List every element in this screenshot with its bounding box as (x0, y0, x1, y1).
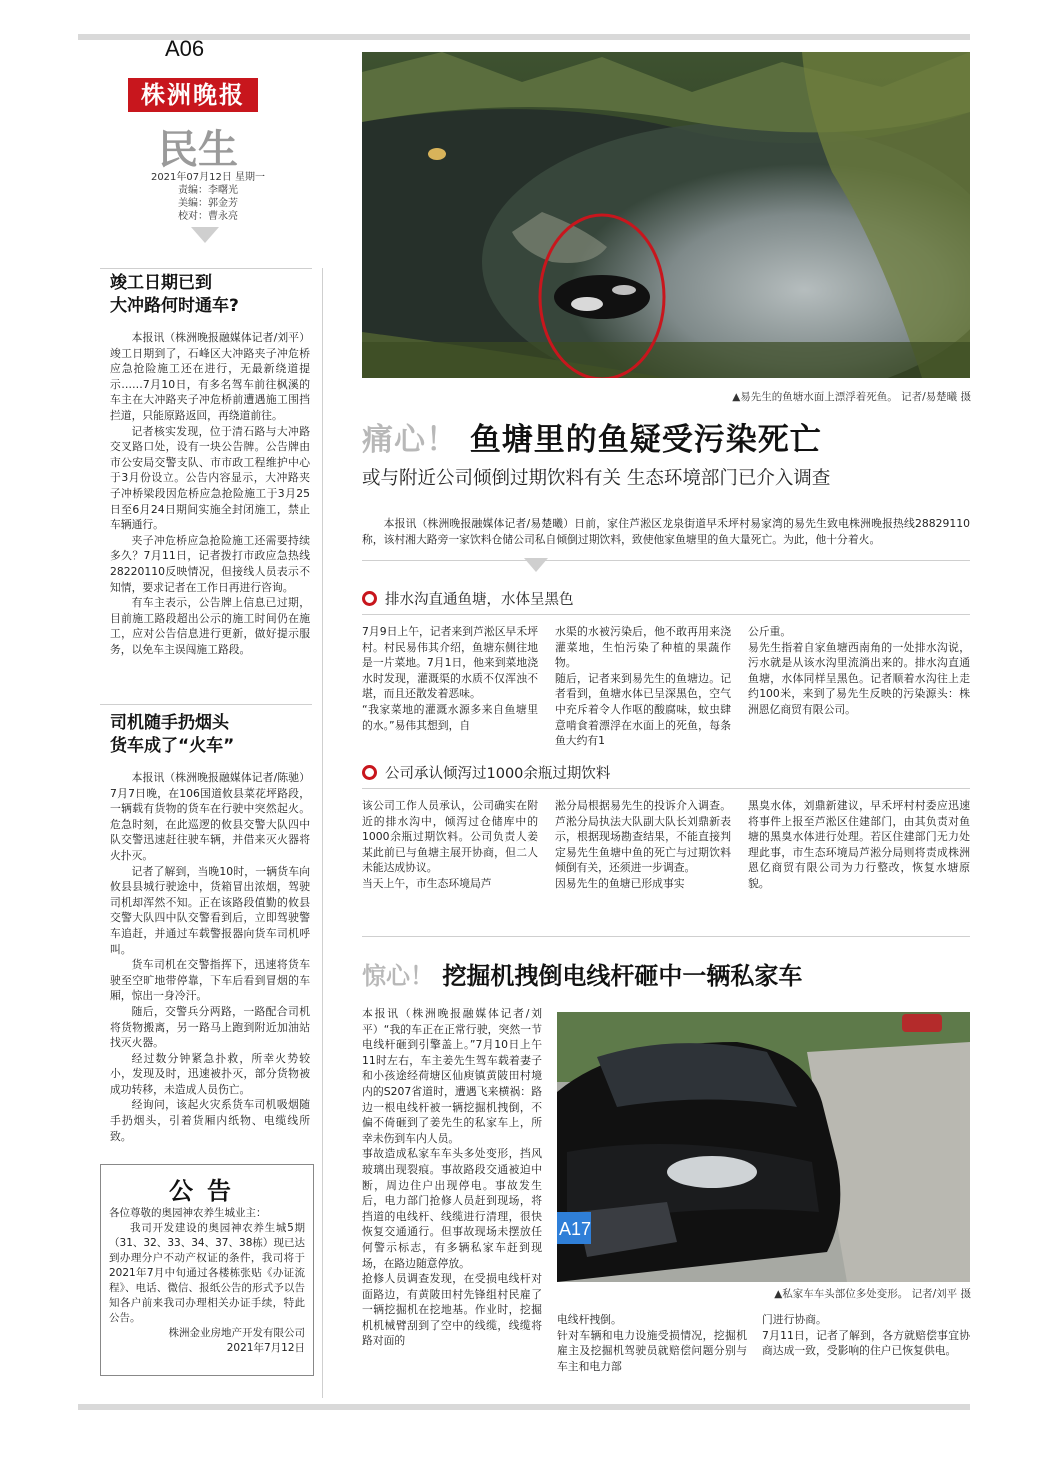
section1-col2: 水渠的水被污染后，他不敢再用来浇灌菜地，生怕污染了种植的果蔬作物。 随后，记者来到易先生的鱼塘边。记者看到，鱼塘水体已呈深黑色，空气中充斥着令人作呕的酸腐味，蚊虫肆意啃食着漂浮在水面上的死鱼，每条鱼大约有1 (555, 625, 731, 748)
fish-pond-photo (362, 52, 970, 378)
left-article-truck (110, 712, 310, 1144)
damaged-car-photo (557, 1012, 970, 1282)
masthead-pointer (191, 227, 219, 243)
fish-photo-caption: ▲易先生的鱼塘水面上漂浮着死鱼。 记者/易楚曦 摄 (732, 391, 971, 403)
proofreader-credit: 校对：曹永亮 (178, 211, 238, 222)
left-top-rule (100, 268, 312, 269)
public-notice-box (100, 1164, 314, 1376)
article-separator (362, 936, 970, 937)
second-article-col1: 本报讯（株洲晚报融媒体记者/刘平）“我的车正在正常行驶，突然一节电线杆砸到引擎盖上。”7月10日上午11时左右，车主姜先生驾车载着妻子和小孩途经荷塘区仙庾镇黄陂田村境内的S207省道时，遭遇飞来横祸：路边一根电线杆被一辆挖掘机拽倒，不偏不倚砸到了姜先生的私家车上，所幸未伤到车内人员。 事故造成私家车车头多处变形，挡风玻璃出现裂痕。事故路段交通被迫中断，周边住户出现停电。事故发生后，电力部门抢修人员赶到现场，将挡道的电线杆、线缆进行清理，很快恢复交通通行。但事故现场未摆放任何警示标志，有多辆私家车赶到现场，在路边随意停放。 抢修人员调查发现，在受损电线杆对面路边，有黄陂田村先锋组村民雇了一辆挖掘机在挖地基。作业时，挖掘机机械臂刮到了空中的线缆，线缆将路对面的 (362, 1007, 542, 1348)
section2-col2: 淞分局根据易先生的投诉介入调查。芦淞分局执法大队副大队长刘鼎新表示，根据现场勘查结果，不能直接判定易先生鱼塘中鱼的死亡与过期饮料倾倒有关，还须进一步调查。 因易先生的鱼塘已形成事实 (555, 799, 731, 890)
headline-accent: 痛心！ (362, 422, 458, 458)
second-article-col2: 电线杆拽倒。 针对车辆和电力设施受损情况，挖掘机雇主及挖掘机驾驶员就赔偿问题分别与车主和电力部 (557, 1313, 747, 1373)
left-article-title: 司机随手扔烟头 货车成了“火车” (110, 713, 235, 756)
masthead-meta (128, 171, 288, 223)
car-photo-caption: ▲私家车车头部位多处变形。 记者/刘平 摄 (774, 1288, 971, 1300)
lead-pointer (524, 558, 548, 572)
notice-greeting: 各位尊敬的奥园神农养生城业主： (109, 1207, 267, 1219)
section1-col1: 7月9日上午，记者来到芦淞区早禾坪村。村民易伟其介绍，鱼塘东侧往地是一片菜地。7月1日，他来到菜地浇水时发现，灌溉渠的水质不仅浑浊不堪，而且还散发着恶味。 “我家菜地的灌溉水源多来自鱼塘里的水。”易伟其想到，自 (362, 625, 538, 732)
notice-company: 株洲金业房地产开发有限公司 (168, 1327, 305, 1339)
fish-pond-illustration (362, 52, 970, 378)
second-article-col3: 门进行协商。 7月11日，记者了解到，各方就赔偿事宜协商达成一致，受影响的住户已恢复供电。 (762, 1313, 970, 1358)
left-mid-rule (100, 704, 312, 705)
editor-credit: 责编：李曙光 (178, 185, 238, 196)
designer-credit: 美编：郭金芳 (178, 198, 238, 209)
section2-col3: 黑臭水体，刘鼎新建议，早禾坪村村委应迅速将事件上报至芦淞区住建部门，由其负责对鱼塘的黑臭水体进行处理。若区住建部门无力处理此事，市生态环境局芦淞分局则将责成株洲恩亿商贸有限公司为力行整改，恢复水塘原貌。 (748, 799, 970, 890)
left-article-body: 本报讯（株洲晚报融媒体记者/刘平）竣工日期到了，石峰区大冲路夹子冲危桥应急抢险施工还在进行，无最新绕道提示……7月10日，有多名驾车前往枫溪的车主在大冲路夹子冲危桥前遭遇施工围挡拦道，只能原路返回，再绕道前往。 记者核实发现，位于清石路与大冲路交叉路口处，设有一块公告牌。公告牌由市公安局交警支队、市市政工程维护中心于3月份设立。公告内容显示，大冲路夹子冲桥梁段因危桥应急抢险施工于3月25日至6月24日期间实施全封闭施工，禁止车辆通行。 夹子冲危桥应急抢险施工还需要持续多久？7月11日，记者拨打市政应急热线28220110反映情况，但接线人员表示不知情，要求记者在工作日再进行咨询。 有车主表示，公告牌上信息已过期，目前施工路段超出公示的施工时间仍在施工，应对公告信息进行更新，做好提示服务，以免车主误闯施工路段。 (110, 331, 310, 656)
newspaper-logo: 株洲晚报 (128, 78, 258, 112)
left-article-body: 本报讯（株洲晚报融媒体记者/陈驰）7月7日晚，在106国道攸县菜花坪路段，一辆载有货物的货车在行驶中突然起火。危急时刻，在此巡逻的攸县交警大队四中队交警迅速赶往驶车辆，并借来灭火器将火扑灭。 记者了解到，当晚10时，一辆货车向攸县县城行驶途中，货箱冒出浓烟，驾驶司机却浑然不知。正在该路段值勤的攸县交警大队四中队交警看到后，立即驾驶警车追赶，并通过车载警报器向货车司机呼叫。 货车司机在交警指挥下，迅速将货车驶至空旷地带停靠，下车后看到冒烟的车厢，惊出一身冷汗。 随后，交警兵分两路，一路配合司机将货物搬离，另一路马上跑到附近加油站找灭火器。 经过数分钟紧急扑救，所幸火势较小，发现及时，迅速被扑灭，部分货物被成功转移，未造成人员伤亡。 经询问，该起火灾系货车司机吸烟随手扔烟头，引着货厢内纸物、电缆线所致。 (110, 771, 310, 1143)
notice-date: 2021年7月12日 (226, 1342, 305, 1354)
notice-text: 我司开发建设的奥园神农养生城5期（31、32、33、34、37、38栋）现已达到办理分户不动产权证的条件，我司将于2021年7月中旬通过各楼栋张贴《办证流程》、电话、微信、报纸公告的形式予以告知各户前来我司办理相关办证手续，特此公告。 (109, 1222, 305, 1324)
notice-title: 公告 (169, 1177, 245, 1205)
section1-rule (362, 614, 970, 615)
lead-paragraph: 本报讯（株洲晚报融媒体记者/易楚曦）日前，家住芦淞区龙泉街道早禾坪村易家湾的易先生致电株洲晚报热线28829110称，该村湘大路旁一家饮料仓储公司私自倾倒过期饮料，致使他家鱼塘里的鱼大量死亡。为此，他十分着火。 (362, 517, 970, 546)
notice-body (101, 1206, 313, 1356)
left-article-road (110, 272, 310, 657)
headline-text: 鱼塘里的鱼疑受污染死亡 (469, 422, 822, 458)
section2-col1: 该公司工作人员承认，公司确实在附近的排水沟中，倾泻过仓储库中的1000余瓶过期饮料。公司负责人姜某此前已与鱼塘主展开协商，但二人未能达成协议。 当天上午，市生态环境局芦 (362, 799, 538, 890)
second-headline (362, 956, 972, 991)
main-subheadline: 或与附近公司倾倒过期饮料有关 生态环境部门已介入调查 (362, 468, 831, 489)
section-heading-company: 公司承认倾泻过1000余瓶过期饮料 (362, 762, 610, 783)
main-headline (362, 414, 972, 459)
page-number: A06 (165, 36, 205, 61)
left-article-title: 竣工日期已到 大冲路何时通车? (110, 273, 239, 316)
red-circle-bullet-icon (362, 765, 377, 780)
issue-date: 2021年07月12日 星期一 (150, 172, 266, 183)
damaged-car-illustration (557, 1012, 970, 1282)
red-circle-bullet-icon (362, 591, 377, 606)
section-title: 民生 (158, 127, 238, 173)
second-headline-text: 挖掘机拽倒电线杆砸中一辆私家车 (442, 962, 803, 990)
bottom-rule (78, 1404, 970, 1410)
section2-rule (362, 788, 970, 789)
lead-paragraph-box (362, 510, 970, 561)
section1-col3: 公斤重。 易先生指着自家鱼塘西南角的一处排水沟说，污水就是从该水沟里流淌出来的。排水沟直通鱼塘，水体同样呈黑色。记者顺着水沟往上走约100米，来到了易先生反映的污染源头：株洲恩亿商贸有限公司。 (748, 625, 970, 716)
column-divider (322, 268, 323, 1398)
license-plate-text: A17 (559, 1219, 592, 1239)
second-headline-accent: 惊心！ (362, 962, 434, 990)
section-heading-drain: 排水沟直通鱼塘，水体呈黑色 (362, 588, 574, 609)
